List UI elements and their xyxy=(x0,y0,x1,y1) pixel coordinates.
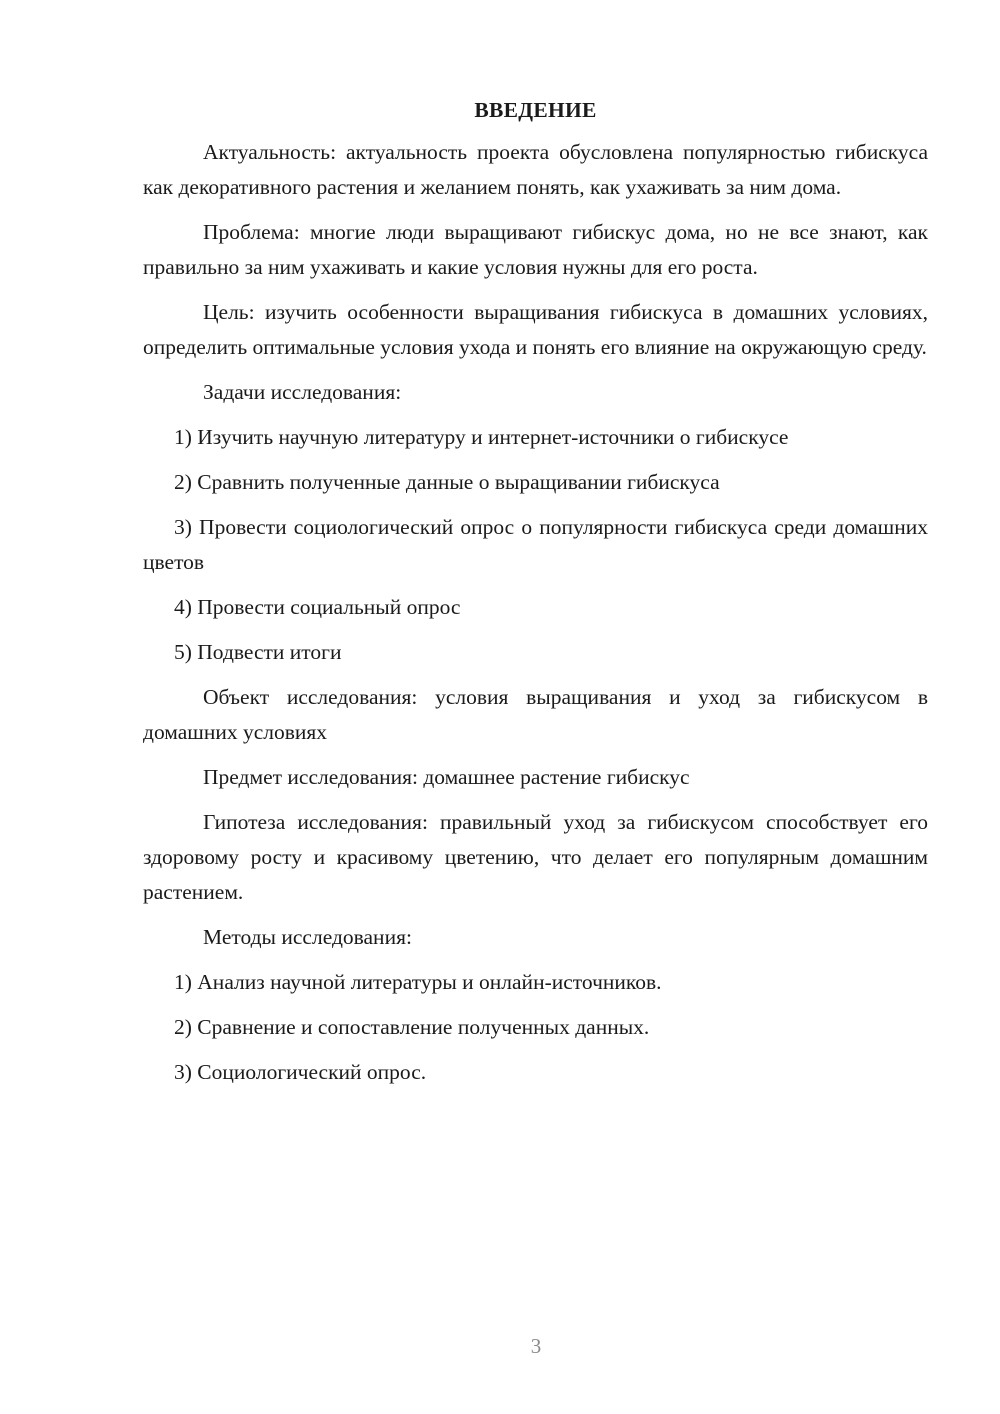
document-page xyxy=(143,96,928,1100)
section-heading: ВВЕДЕНИЕ xyxy=(474,98,597,122)
goal-paragraph: Цель: изучить особенности выращивания гибискуса в домашних условиях, определить оптимальные условия ухода и понять его влияние на окружающую среду. xyxy=(143,300,928,359)
method-item: 1) Анализ научной литературы и онлайн-источников. xyxy=(174,970,662,994)
methods-heading: Методы исследования: xyxy=(203,925,412,949)
task-item: 3) Провести социологический опрос о популярности гибискуса среди домашних цветов xyxy=(143,515,928,574)
relevance-paragraph: Актуальность: актуальность проекта обусловлена популярностью гибискуса как декоративного растения и желанием понять, как ухаживать за ним дома. xyxy=(143,140,928,199)
hypothesis-paragraph: Гипотеза исследования: правильный уход за гибискусом способствует его здоровому росту и красивому цветению, что делает его популярным домашним растением. xyxy=(143,810,928,904)
method-item: 3) Социологический опрос. xyxy=(174,1060,427,1084)
task-item: 4) Провести социальный опрос xyxy=(174,595,461,619)
tasks-heading: Задачи исследования: xyxy=(203,380,402,404)
page-number: 3 xyxy=(530,1334,542,1358)
object-paragraph: Объект исследования: условия выращивания и уход за гибискусом в домашних условиях xyxy=(143,685,928,744)
problem-paragraph: Проблема: многие люди выращивают гибискус дома, но не все знают, как правильно за ним ухаживать и какие условия нужны для его роста. xyxy=(143,220,928,279)
subject-paragraph: Предмет исследования: домашнее растение гибискус xyxy=(203,765,690,789)
task-item: 2) Сравнить полученные данные о выращивании гибискуса xyxy=(174,470,720,494)
task-item: 1) Изучить научную литературу и интернет-источники о гибискусе xyxy=(174,425,789,449)
task-item: 5) Подвести итоги xyxy=(174,640,342,664)
method-item: 2) Сравнение и сопоставление полученных данных. xyxy=(174,1015,650,1039)
